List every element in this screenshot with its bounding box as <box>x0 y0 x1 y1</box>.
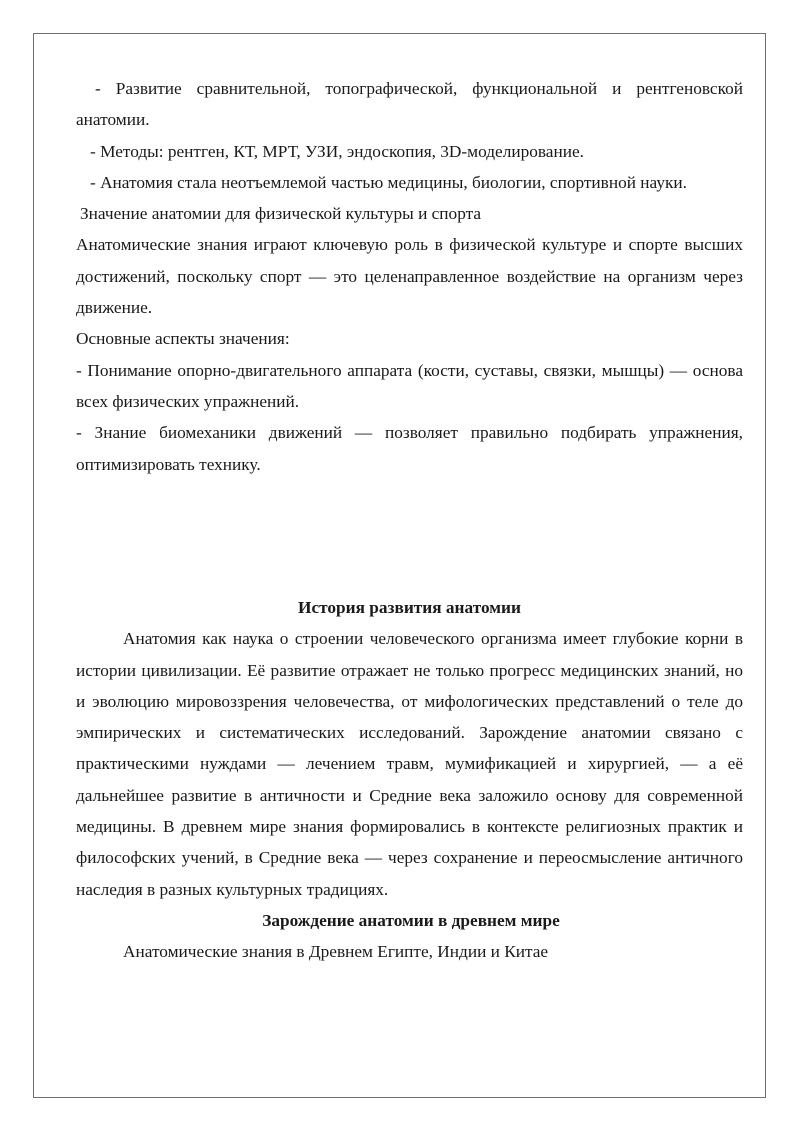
section-subheading-sport-importance: Значение анатомии для физической культуры и спорта <box>80 204 482 224</box>
history-paragraph: Анатомия как наука о строении человеческого организма имеет глубокие корни в истории цивилизации. Её развитие отражает не только прогресс медицинских знаний, но и эволюцию мировоззрения человечества, от мифологических представлений о теле до эмпирических и систематических исследований. Зарождение анатомии связано с практическими нуждами — лечением травм, мумификацией и хирургией, — а её дальнейшее развитие в античности и Средние века заложило основу для современной медицины. В древнем мире знания формировались в контексте религиозных практик и философских учений, в Средние века — через сохранение и переосмысление античного наследия в разных культурных традициях. <box>76 629 743 899</box>
aspect-item-biomechanics: - Знание биомеханики движений — позволяет правильно подбирать упражнения, оптимизировать технику. <box>76 423 743 474</box>
paragraph-sport-importance: Анатомические знания играют ключевую роль в физической культуре и спорте высших достижений, поскольку спорт — это целенаправленное воздействие на организм через движение. <box>76 235 743 318</box>
aspects-title: Основные аспекты значения: <box>76 329 290 349</box>
ancient-knowledge-subtitle: Анатомические знания в Древнем Египте, Индии и Китае <box>123 942 549 962</box>
top-section <box>76 73 743 480</box>
list-item-methods: - Методы: рентген, КТ, МРТ, УЗИ, эндоскопия, 3D-моделирование. <box>90 141 584 161</box>
list-item-anatomy-part-of-medicine: - Анатомия стала неотъемлемой частью медицины, биологии, спортивной науки. <box>90 172 687 192</box>
ancient-world-heading: Зарождение анатомии в древнем мире <box>262 910 560 930</box>
history-heading: История развития анатомии <box>298 598 521 617</box>
aspect-item-musculoskeletal: - Понимание опорно-двигательного аппарата (кости, суставы, связки, мышцы) — основа всех физических упражнений. <box>76 360 743 411</box>
history-section <box>76 592 743 968</box>
list-item-anatomy-development: - Развитие сравнительной, топографической, функциональной и рентгеновской анатомии. <box>76 79 743 130</box>
